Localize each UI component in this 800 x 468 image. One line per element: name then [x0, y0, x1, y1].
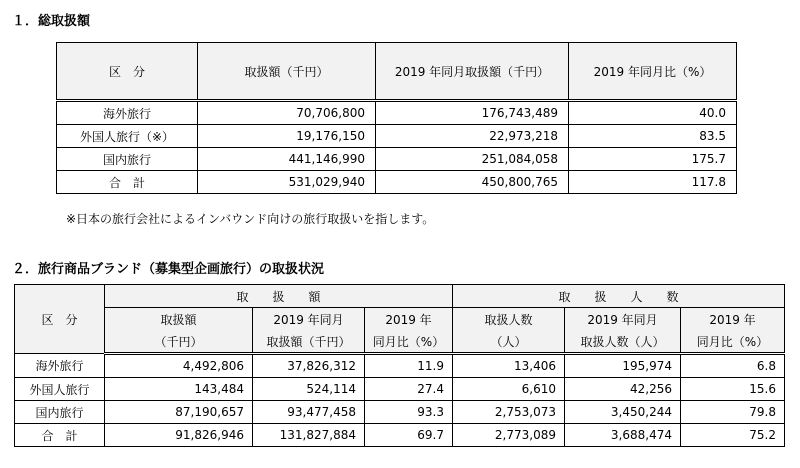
amount-cell: 531,029,940	[198, 171, 376, 194]
amount-ratio-cell: 11.9	[365, 354, 453, 378]
people-ratio-cell: 15.6	[681, 378, 785, 401]
ratio-cell: 83.5	[569, 125, 737, 148]
amount-2019-cell: 22,973,218	[376, 125, 569, 148]
amount-ratio-cell: 93.3	[365, 401, 453, 424]
amount-cell: 91,826,946	[105, 424, 253, 447]
table-group-header-row	[15, 285, 785, 308]
column-header-people-ratio-unit: 同月比（%）	[681, 330, 785, 354]
section2-title: ２．旅行商品ブランド（募集型企画旅行）の取扱状況	[12, 262, 325, 277]
amount-2019-cell: 251,084,058	[376, 148, 569, 171]
column-header-amount-ratio: 2019 年	[365, 308, 453, 331]
table-header-row	[57, 43, 737, 101]
footnote: ※日本の旅行会社によるインバウンド向けの旅行取扱いを指します。	[66, 212, 435, 226]
column-header-2019-amount: 2019 年同月	[253, 308, 365, 331]
table-row	[57, 148, 737, 171]
people-2019-cell: 42,256	[565, 378, 681, 401]
people-cell: 13,406	[453, 354, 565, 378]
table-subheader-row	[15, 330, 785, 354]
people-ratio-cell: 79.8	[681, 401, 785, 424]
amount-cell: 441,146,990	[198, 148, 376, 171]
row-label: 外国人旅行	[15, 378, 105, 401]
amount-ratio-cell: 27.4	[365, 378, 453, 401]
amount-2019-cell: 37,826,312	[253, 354, 365, 378]
column-header-2019-people-unit: 取扱人数（人）	[565, 330, 681, 354]
row-label: 海外旅行	[57, 101, 198, 125]
amount-cell: 19,176,150	[198, 125, 376, 148]
amount-cell: 4,492,806	[105, 354, 253, 378]
brand-products-table	[14, 284, 785, 447]
total-transactions-table	[56, 42, 737, 194]
column-header-people: 取扱人数	[453, 308, 565, 331]
ratio-cell: 175.7	[569, 148, 737, 171]
column-header-2019-amount: 2019 年同月取扱額（千円）	[376, 43, 569, 101]
group-header-people: 取 扱 人 数	[453, 285, 785, 308]
column-header-amount: 取扱額	[105, 308, 253, 331]
people-2019-cell: 3,450,244	[565, 401, 681, 424]
table-row-total	[15, 424, 785, 447]
amount-ratio-cell: 69.7	[365, 424, 453, 447]
row-label: 合 計	[15, 424, 105, 447]
amount-2019-cell: 93,477,458	[253, 401, 365, 424]
group-header-amount: 取 扱 額	[105, 285, 453, 308]
column-header-amount: 取扱額（千円）	[198, 43, 376, 101]
ratio-cell: 40.0	[569, 101, 737, 125]
column-header-people-unit: （人）	[453, 330, 565, 354]
amount-2019-cell: 131,827,884	[253, 424, 365, 447]
column-header-amount-ratio-unit: 同月比（%）	[365, 330, 453, 354]
column-header-amount-unit: （千円）	[105, 330, 253, 354]
column-header-people-ratio: 2019 年	[681, 308, 785, 331]
row-label: 外国人旅行（※）	[57, 125, 198, 148]
table-row	[15, 401, 785, 424]
table-row	[57, 101, 737, 125]
amount-cell: 143,484	[105, 378, 253, 401]
column-header-2019-amount-unit: 取扱額（千円）	[253, 330, 365, 354]
section1-title: １．総取扱額	[12, 14, 91, 29]
people-ratio-cell: 75.2	[681, 424, 785, 447]
row-label: 国内旅行	[15, 401, 105, 424]
amount-2019-cell: 450,800,765	[376, 171, 569, 194]
row-label: 合 計	[57, 171, 198, 194]
amount-2019-cell: 176,743,489	[376, 101, 569, 125]
ratio-cell: 117.8	[569, 171, 737, 194]
amount-cell: 87,190,657	[105, 401, 253, 424]
people-2019-cell: 3,688,474	[565, 424, 681, 447]
table-row	[15, 378, 785, 401]
column-header-2019-people: 2019 年同月	[565, 308, 681, 331]
people-2019-cell: 195,974	[565, 354, 681, 378]
row-label: 海外旅行	[15, 354, 105, 378]
table-row	[57, 125, 737, 148]
column-header-2019-ratio: 2019 年同月比（%）	[569, 43, 737, 101]
table-row-total	[57, 171, 737, 194]
people-ratio-cell: 6.8	[681, 354, 785, 378]
table-subheader-row	[15, 308, 785, 331]
people-cell: 2,753,073	[453, 401, 565, 424]
amount-cell: 70,706,800	[198, 101, 376, 125]
people-cell: 2,773,089	[453, 424, 565, 447]
column-header-category: 区 分	[57, 43, 198, 101]
table-row	[15, 354, 785, 378]
row-label: 国内旅行	[57, 148, 198, 171]
column-header-category: 区 分	[15, 285, 105, 354]
amount-2019-cell: 524,114	[253, 378, 365, 401]
people-cell: 6,610	[453, 378, 565, 401]
